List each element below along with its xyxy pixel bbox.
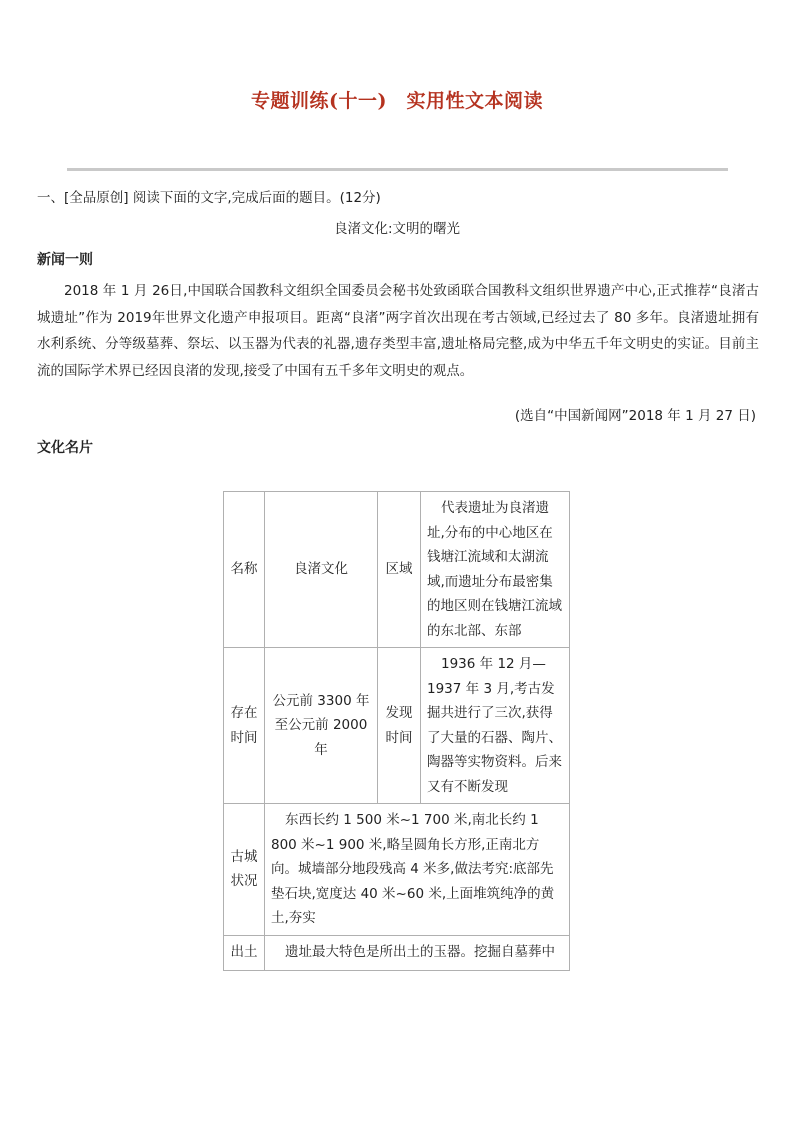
period-label: 存在时间 [224, 648, 265, 804]
title-divider [67, 168, 728, 171]
relic-value: 遗址最大特色是所出土的玉器。挖掘自墓葬中 [285, 943, 555, 960]
period-value: 公元前 3300 年至公元前 2000 年 [265, 648, 378, 804]
card-heading: 文化名片 [37, 440, 93, 456]
region-label: 区域 [378, 492, 421, 648]
relic-cell [265, 935, 570, 970]
page-title: 专题训练(十一) 实用性文本阅读 [251, 90, 543, 112]
news-source: (选自“中国新闻网”2018 年 1 月 27 日) [514, 408, 756, 424]
relic-label: 出土 [224, 935, 265, 970]
name-value: 良渚文化 [265, 492, 378, 648]
question-header: 一、[全品原创] 阅读下面的文字,完成后面的题目。(12分) [37, 190, 381, 206]
table-row [224, 492, 570, 648]
passage-title: 良渚文化:文明的曙光 [333, 221, 461, 237]
city-value: 东西长约 1 500 米~1 700 米,南北长约 1 800 米~1 900 米,略呈圆角长方形,正南北方向。城墙部分地段残高 4 米多,做法考究:底部先垫石块,宽度达 40 米~60 米,上面堆筑纯净的黄土,夯实 [265, 804, 570, 936]
region-value: 代表遗址为良渚遗址,分布的中心地区在钱塘江流域和太湖流域,而遗址分布最密集的地区则在钱塘江流域的东北部、东部 [421, 492, 570, 648]
table-row [224, 648, 570, 804]
discovery-label: 发现时间 [378, 648, 421, 804]
culture-card-table [223, 491, 570, 971]
table-row [224, 804, 570, 936]
discovery-value: 1936 年 12 月—1937 年 3 月,考古发掘共进行了三次,获得了大量的石器、陶片、陶器等实物资料。后来又有不断发现 [421, 648, 570, 804]
news-heading: 新闻一则 [37, 252, 93, 268]
name-label: 名称 [224, 492, 265, 648]
news-paragraph: 2018 年 1 月 26日,中国联合国教科文组织全国委员会秘书处致函联合国教科文组织世界遗产中心,正式推荐“良渚古城遗址”作为 2019年世界文化遗产申报项目。距离“良渚”两字首次出现在考古领域,已经过去了 80 多年。良渚遗址拥有水利系统、分等级墓葬、祭坛、以玉器为代表的礼器,遗存类型丰富,遗址格局完整,成为中华五千年文明史的实证。目前主流的国际学术界已经因良渚的发现,接受了中国有五千多年文明史的观点。 [37, 283, 759, 379]
city-label: 古城状况 [224, 804, 265, 936]
table-row [224, 935, 570, 970]
